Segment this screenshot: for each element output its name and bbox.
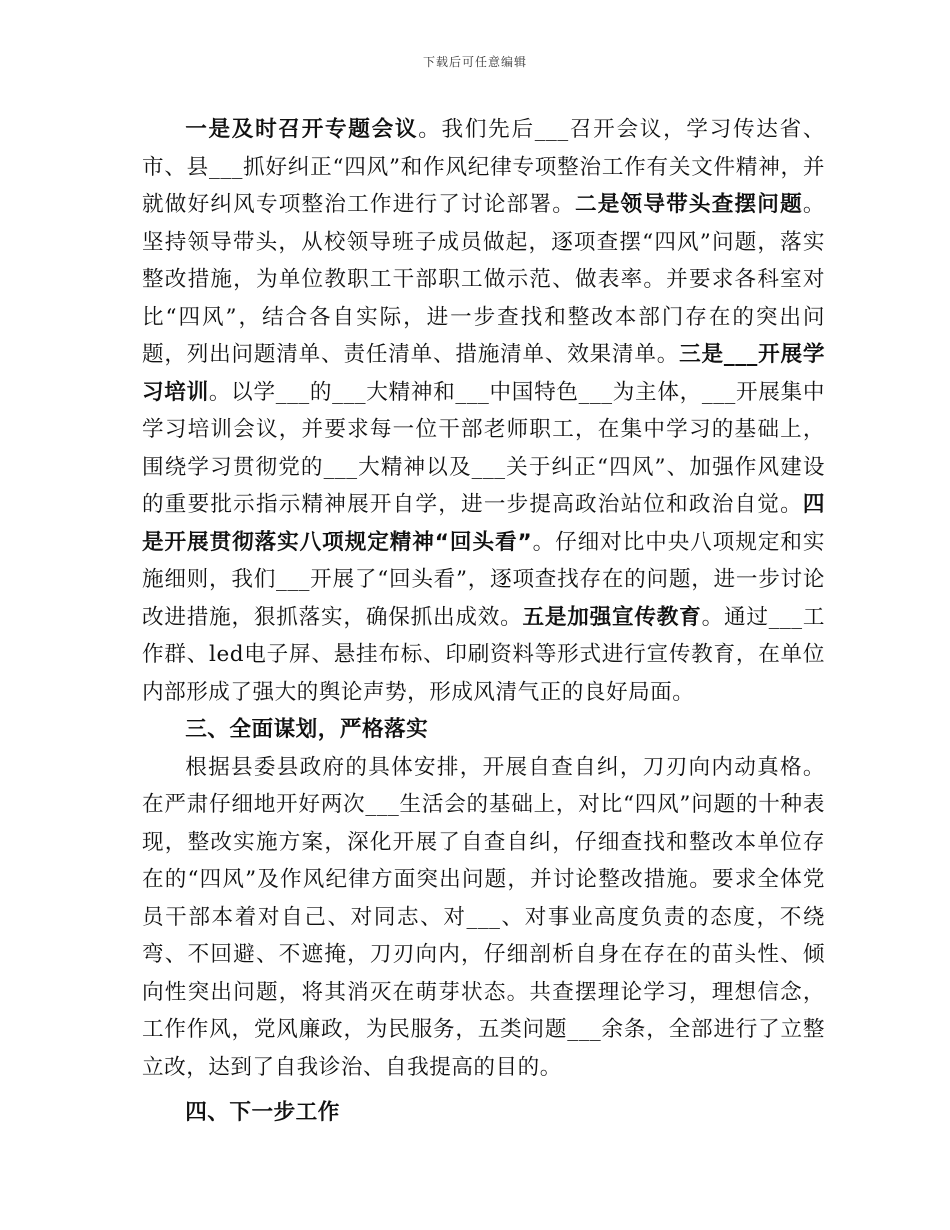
point-3-text: 。以学___的___大精神和___中国特色___为主体，___开展集中学习培训会议，并要求每一位干部老师职工，在集中学习的基础上，围绕学习贯彻党的___大精神以及___关于纠正“四风”、加强作风建设的重要批示指示精神展开自学，进一步提高政治站位和政治自觉。	[142, 379, 825, 517]
point-5-text: 。通过___工作群、led电子屏、悬挂布标、印刷资料等形式进行宣传教育，在单位内部形成了强大的舆论声势，形成风清气正的良好局面。	[142, 604, 825, 705]
section-heading-3: 三、全面谋划，严格落实	[185, 717, 429, 742]
point-4-text: 。仔细对比中央八项规定和实施细则，我们___开展了“回头看”，逐项查找存在的问题，进一步讨论改进措施，狠抓落实，确保抓出成效。	[142, 529, 825, 630]
point-3-title: 三是___开展学习培训	[142, 342, 825, 405]
paragraph-self-check: 根据县委县政府的具体安排，开展自查自纠，刀刃向内动真格。在严肃仔细地开好两次___生活会的基础上，对比“四风”问题的十种表现，整改实施方案，深化开展了自查自纠，仔细查找和整改本单位存在的“四风”及作风纪律方面突出问题，并讨论整改措施。要求全体党员干部本着对自己、对同志、对___、对事业高度负责的态度，不绕弯、不回避、不遮掩，刀刃向内，仔细剖析自身在存在的苗头性、倾向性突出问题，将其消灭在萌芽状态。共查摆理论学习，理想信念，工作作风，党风廉政，为民服务，五类问题___余条，全部进行了立整立改，达到了自我诊治、自我提高的目的。	[142, 754, 825, 1080]
point-1-title: 一是及时召开专题会议	[185, 117, 419, 142]
document-body	[142, 111, 825, 1132]
point-4-title: 四是开展贯彻落实八项规定精神“回头看”	[142, 492, 825, 555]
paragraph-measures	[142, 111, 825, 711]
point-5-title: 五是加强宣传教育	[522, 604, 702, 630]
point-1-text: 。我们先后___召开会议，学习传达省、市、县___抓好纠正“四风”和作风纪律专项整治工作有关文件精神，并就做好纠风专项整治工作进行了讨论部署。	[142, 117, 825, 217]
point-2-title: 二是领导带头查摆问题	[574, 192, 803, 217]
page-header: 下载后可任意编辑	[422, 55, 527, 69]
point-2-text: 。坚持领导带头，从校领导班子成员做起，逐项查摆“四风”问题，落实整改措施，为单位教职工干部职工做示范、做表率。并要求各科室对比“四风”，结合各自实际，进一步查找和整改本部门存在的突出问题，列出问题清单、责任清单、措施清单、效果清单。	[142, 192, 825, 367]
section-heading-4: 四、下一步工作	[185, 1100, 340, 1125]
